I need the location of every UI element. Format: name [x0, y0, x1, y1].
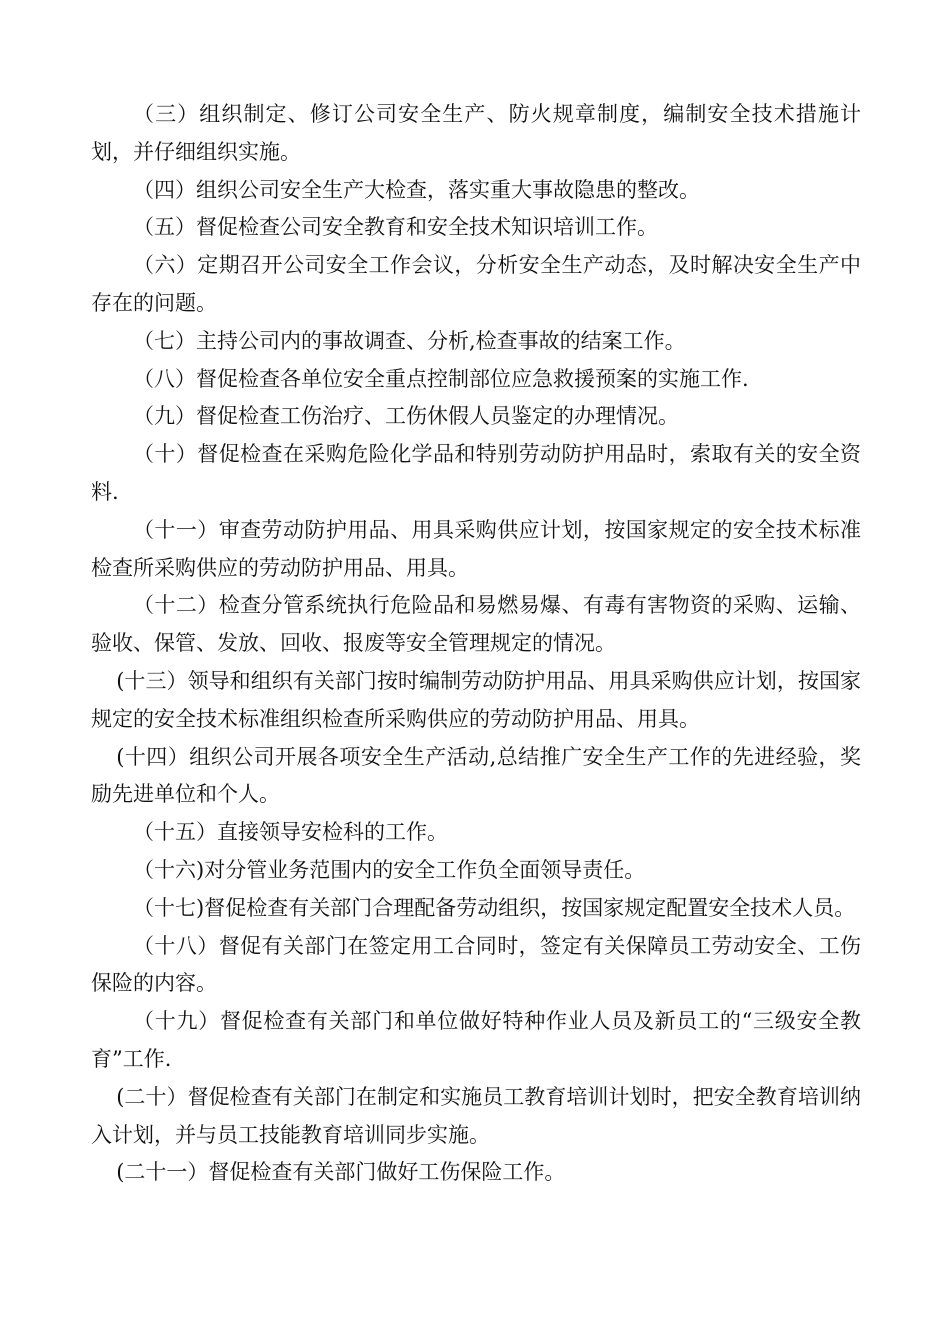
paragraph-4: （四）组织公司安全生产大检查，落实重大事故隐患的整改。 [133, 177, 700, 202]
paragraph-16: （十六)对分管业务范围内的安全工作负全面领导责任。 [133, 857, 646, 882]
paragraph-6: （六）定期召开公司安全工作会议，分析安全生产动态，及时解决安全生产中存在的问题。 [91, 253, 861, 315]
paragraph-12: （十二）检查分管系统执行危险品和易燃易爆、有毒有害物资的采购、运输、验收、保管、发放、回收、报废等安全管理规定的情况。 [91, 593, 861, 656]
paragraph-21: (二十一）督促检查有关部门做好工伤保险工作。 [116, 1160, 566, 1185]
paragraph-17: （十七)督促检查有关部门合理配备劳动组织，按国家规定配置安全技术人员。 [133, 895, 856, 920]
paragraph-8: （八）督促检查各单位安全重点控制部位应急救援预案的实施工作. [133, 366, 749, 391]
paragraph-18: （十八）督促有关部门在签定用工合同时，签定有关保障员工劳动安全、工伤保险的内容。 [91, 933, 861, 996]
paragraph-14: (十四）组织公司开展各项安全生产活动,总结推广安全生产工作的先进经验，奖励先进单位和个人。 [91, 744, 861, 807]
document-body [91, 96, 861, 1192]
paragraph-11: （十一）审查劳动防护用品、用具采购供应计划，按国家规定的安全技术标准检查所采购供应的劳动防护用品、用具。 [91, 517, 861, 580]
paragraph-9: （九）督促检查工伤治疗、工伤休假人员鉴定的办理情况。 [133, 404, 679, 429]
paragraph-15: （十五）直接领导安检科的工作。 [133, 820, 448, 845]
paragraph-20: (二十）督促检查有关部门在制定和实施员工教育培训计划时，把安全教育培训纳入计划，并与员工技能教育培训同步实施。 [91, 1084, 861, 1147]
paragraph-13: (十三）领导和组织有关部门按时编制劳动防护用品、用具采购供应计划，按国家规定的安全技术标准组织检查所采购供应的劳动防护用品、用具。 [91, 668, 861, 731]
paragraph-3: （三）组织制定、修订公司安全生产、防火规章制度，编制安全技术措施计划，并仔细组织实施。 [91, 102, 861, 164]
paragraph-5: （五）督促检查公司安全教育和安全技术知识培训工作。 [133, 215, 658, 240]
paragraph-10: （十）督促检查在采购危险化学品和特别劳动防护用品时，索取有关的安全资料. [91, 442, 861, 504]
paragraph-19: （十九）督促检查有关部门和单位做好特种作业人员及新员工的“三级安全教育”工作. [91, 1009, 861, 1071]
paragraph-7: （七）主持公司内的事故调查、分析,检查事故的结案工作。 [133, 328, 686, 353]
